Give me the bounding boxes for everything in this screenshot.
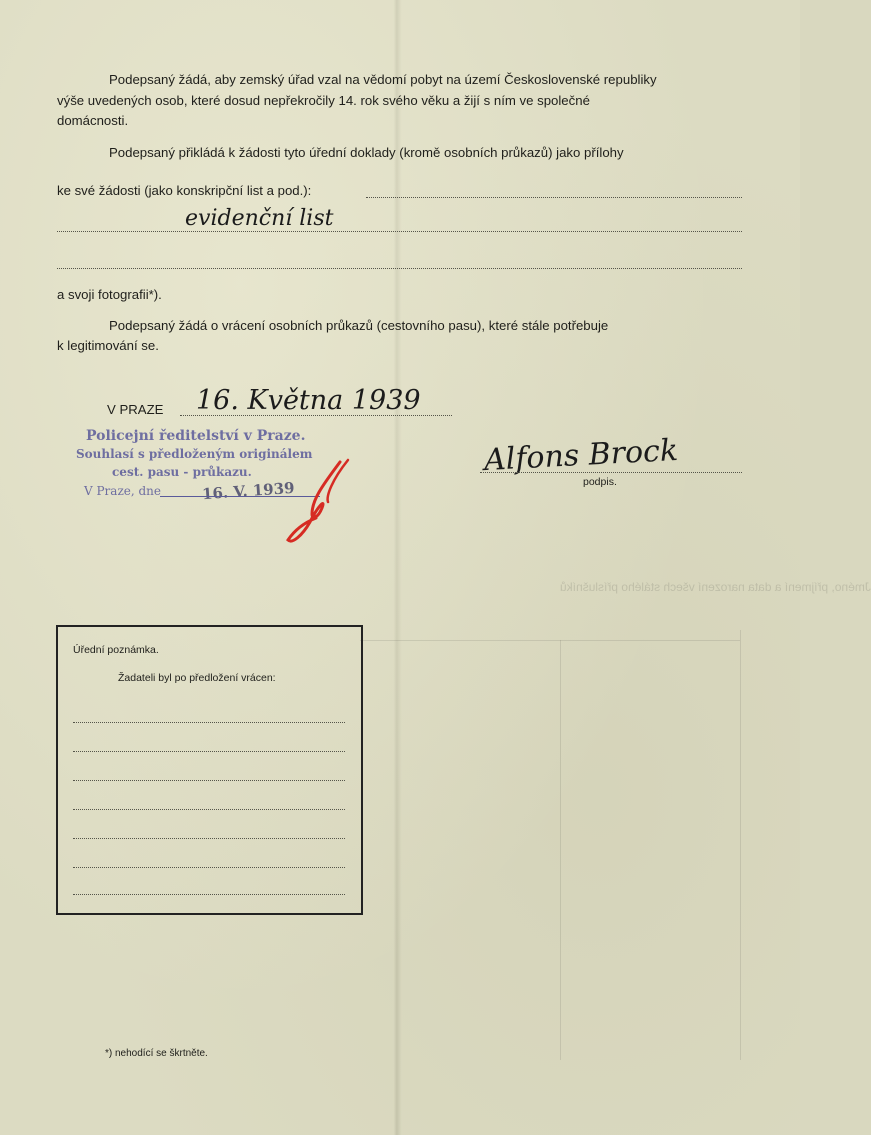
- stamp-agreement-text: Souhlasí s předloženým originálem: [76, 447, 313, 461]
- red-check-mark: [282, 456, 358, 548]
- paragraph-1-line-2: výše uvedených osob, které dosud nepřekročily 14. rok svého věku a žijí s ním ve společné: [57, 93, 590, 108]
- bleed-through-rule: [560, 640, 561, 1060]
- note-dotted-line: [73, 809, 345, 810]
- attachment-dotted-line: [57, 268, 742, 269]
- footnote: *) nehodící se škrtněte.: [105, 1048, 208, 1059]
- note-dotted-line: [73, 722, 345, 723]
- paragraph-3-line-1: Podepsaný žádá o vrácení osobních průkazů (cestovního pasu), které stále potřebuje: [109, 318, 609, 333]
- place-label: V PRAZE: [107, 402, 164, 417]
- handwritten-signature: Alfons Brock: [483, 432, 679, 479]
- office-note-text: Žadateli byl po předložení vrácen:: [118, 672, 276, 684]
- stamp-date-label: V Praze, dne: [84, 484, 162, 498]
- note-dotted-line: [73, 751, 345, 752]
- stamp-police-directorate: Policejní ředitelství v Praze.: [86, 428, 306, 444]
- note-dotted-line: [73, 780, 345, 781]
- paragraph-2-line-1: Podepsaný přikládá k žádosti tyto úřední doklady (kromě osobních průkazů) jako přílohy: [109, 145, 624, 160]
- note-dotted-line: [73, 838, 345, 839]
- stamp-document-type: cest. pasu - průkazu.: [112, 465, 252, 479]
- bleed-through-rule: [360, 640, 740, 641]
- signature-label: podpis.: [583, 476, 617, 488]
- date-dotted-line: [180, 415, 452, 416]
- attachment-dotted-line: [366, 197, 742, 198]
- paragraph-2-line-2: ke své žádosti (jako konskripční list a pod.):: [57, 183, 312, 198]
- bleed-through-rule: [740, 630, 741, 1060]
- paragraph-3-line-2: k legitimování se.: [57, 338, 159, 353]
- bleed-through-text: Jméno, příjmení a data narození všech stálého příslušníků: [560, 580, 871, 594]
- handwritten-date: 16. Května 1939: [196, 385, 421, 416]
- office-note-title: Úřední poznámka.: [73, 644, 159, 656]
- stamp-date: 16. V. 1939: [201, 478, 296, 504]
- office-note-box: [56, 625, 363, 915]
- note-dotted-line: [73, 867, 345, 868]
- attachment-dotted-line: [57, 231, 742, 232]
- paragraph-2-line-3: a svoji fotografii*).: [57, 287, 162, 302]
- paragraph-1-line-3: domácnosti.: [57, 113, 129, 128]
- note-dotted-line: [73, 894, 345, 895]
- handwritten-attachment: evidenční list: [185, 206, 334, 231]
- signature-dotted-line: [480, 472, 742, 473]
- paragraph-1-line-1: Podepsaný žádá, aby zemský úřad vzal na vědomí pobyt na území Československé republiky: [109, 72, 657, 87]
